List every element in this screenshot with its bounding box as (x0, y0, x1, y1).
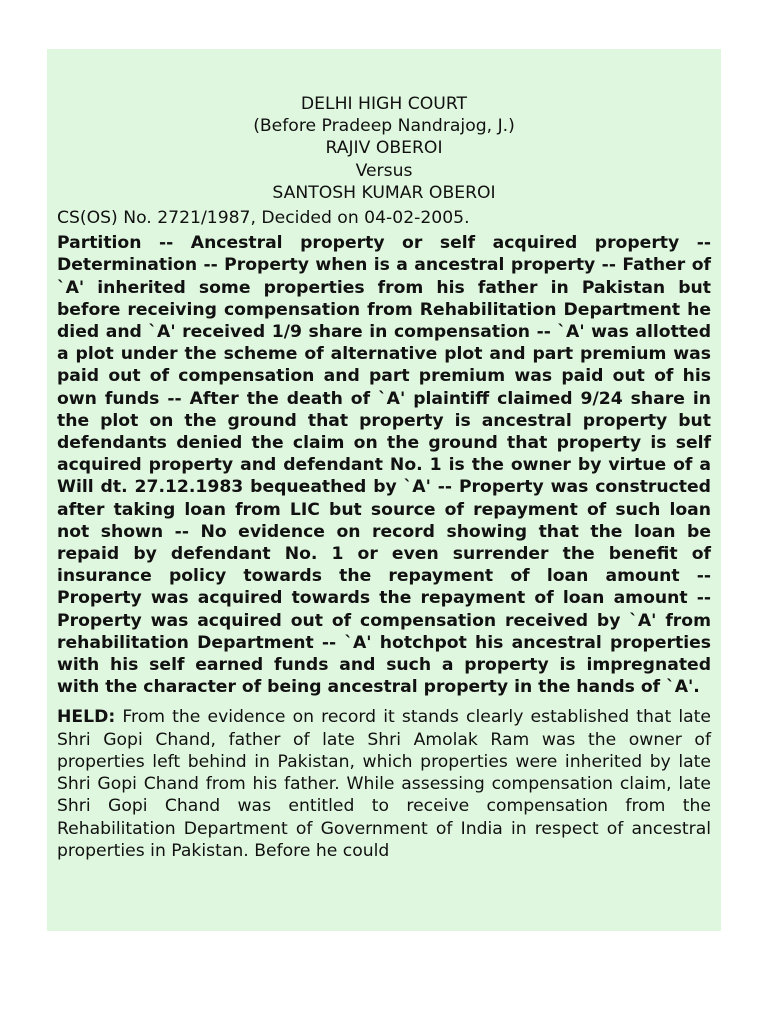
case-number: CS(OS) No. 2721/1987, Decided on 04-02-2005. (57, 208, 470, 229)
court-name: DELHI HIGH COURT (300, 94, 468, 114)
headnote-paragraph: Partition -- Ancestral property or self acquired property -- Determination -- Property when is a ancestral property -- Father of `A' inherited some properties from his father in Pakistan but before receiving compensation from Rehabilitation Department he died and `A' received 1/9 share in compensation -- `A' was allotted a plot under the scheme of alternative plot and part premium was paid out of compensation and part premium was paid out of his own funds -- After the death of `A' plaintiff claimed 9/24 share in the plot on the ground that property is ancestral property but defendants denied the claim on the ground that property is self acquired property and defendant No. 1 is the owner by virtue of a Will dt. 27.12.1983 bequeathed by `A' -- Property was constructed after taking loan from LIC but source of repayment of such loan not shown -- No evidence on record showing that the loan be repaid by defendant No. 1 or even surrender the benefit of insurance policy towards the repayment of loan amount -- Property was acquired towards the repayment of loan amount -- Property was acquired out of compensation received by `A' from rehabilitation Department -- `A' hotchpot his ancestral properties with his self earned funds and such a property is impregnated with the character of being ancestral property in the hands of `A'. (57, 233, 711, 698)
held-text: From the evidence on record it stands clearly established that late Shri Gopi Chand, father of late Shri Amolak Ram was the owner of properties left behind in Pakistan, which properties were inherited by late Shri Gopi Chand from his father. While assessing compensation claim, late Shri Gopi Chand was entitled to receive compensation from the Rehabilitation Department of Government of India in respect of ancestral properties in Pakistan. Before he could (57, 707, 711, 861)
bench: (Before Pradeep Nandrajog, J.) (253, 116, 515, 137)
held-label: HELD: (57, 707, 116, 728)
defendant-name: SANTOSH KUMAR OBEROI (272, 182, 496, 203)
plaintiff-name: RAJIV OBEROI (325, 138, 443, 159)
versus-label: Versus (355, 160, 413, 181)
document-page (47, 49, 721, 931)
held-paragraph (57, 706, 711, 861)
